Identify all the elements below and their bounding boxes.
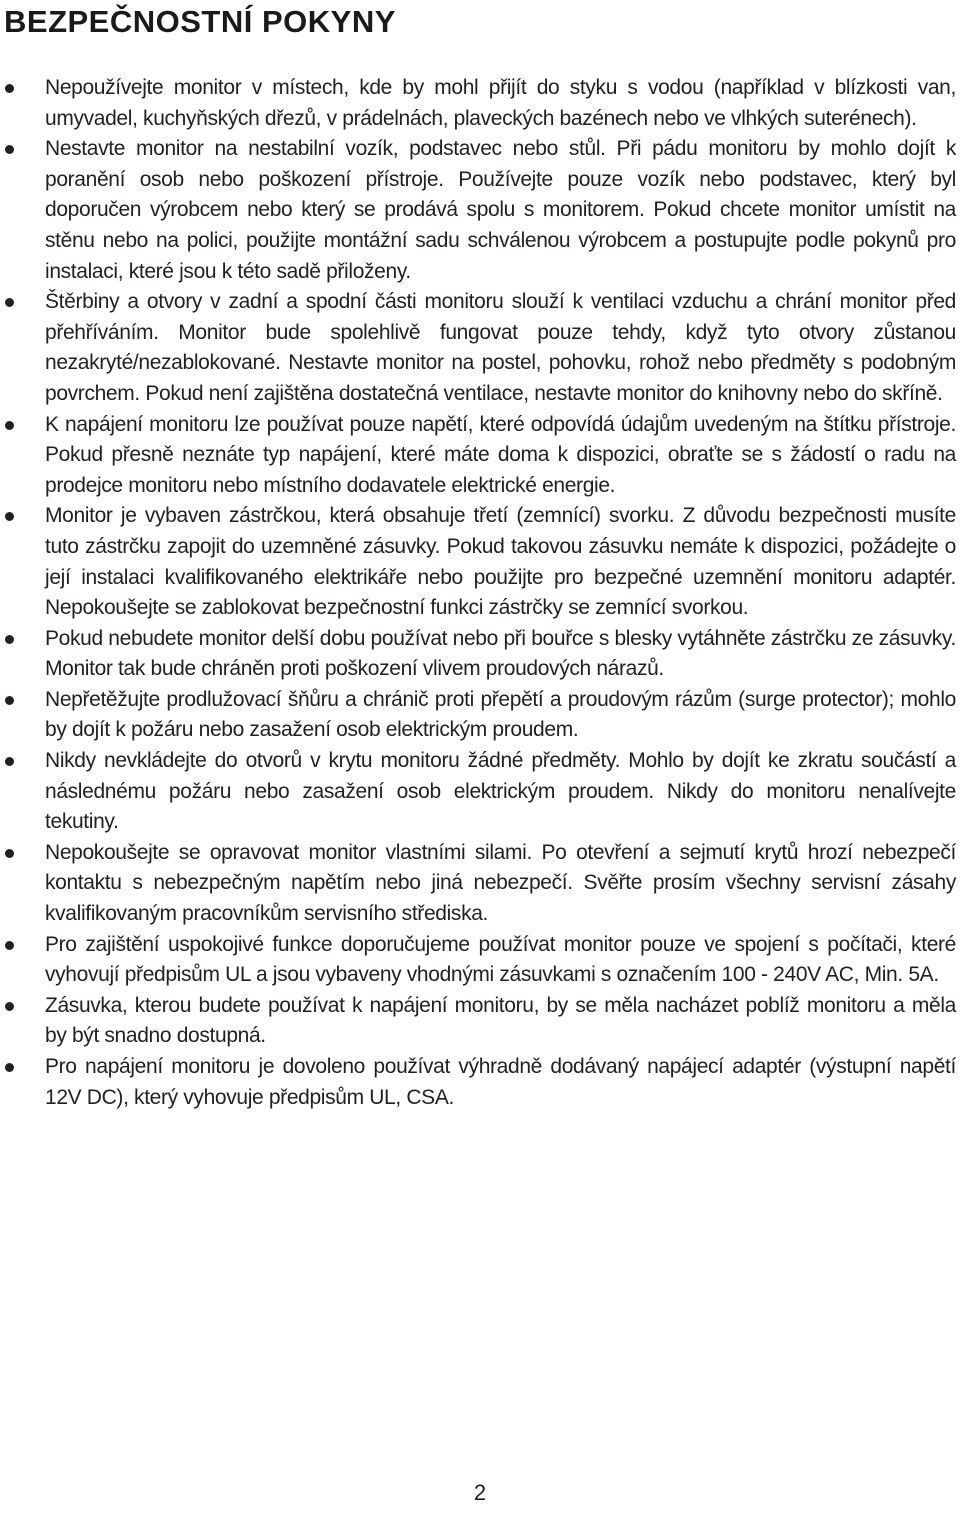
- list-item-text: Nepokoušejte se opravovat monitor vlastními silami. Po otevření a sejmutí krytů hrozí nebezpečí kontaktu s nebezpečným napětím nebo jiná nebezpečí. Svěřte prosím všechny servisní zásahy kvalifikovaným pracovníkům servisního střediska.: [45, 840, 956, 926]
- list-item: [0, 410, 960, 502]
- safety-instructions-list: [0, 73, 960, 1113]
- list-item-text: Nikdy nevkládejte do otvorů v krytu monitoru žádné předměty. Mohlo by dojít ke zkratu součástí a následnému požáru nebo zasažení osob elektrickým proudem. Nikdy do monitoru nenalívejte tekutiny.: [45, 749, 956, 834]
- bullet-icon: [5, 1063, 14, 1072]
- list-item-text: Zásuvka, kterou budete používat k napájení monitoru, by se měla nacházet poblíž monitoru a měla by být snadno dostupná.: [45, 993, 956, 1048]
- list-item-text: Štěrbiny a otvory v zadní a spodní části monitoru slouží k ventilaci vzduchu a chrání monitor před přehříváním. Monitor bude spolehlivě fungovat pouze tehdy, když tyto otvory zůstanou nezakryté/nezablokované. Nestavte monitor na postel, pohovku, rohož nebo předměty s podobným povrchem. Pokud není zajištěna dostatečná ventilace, nestavte monitor do knihovny nebo do skříně.: [45, 290, 956, 405]
- bullet-icon: [5, 512, 14, 521]
- list-item-text: Pokud nebudete monitor delší dobu používat nebo při bouřce s blesky vytáhněte zástrčku ze zásuvky. Monitor tak bude chráněn proti poškození vlivem proudových nárazů.: [45, 626, 956, 681]
- list-item-text: Nestavte monitor na nestabilní vozík, podstavec nebo stůl. Při pádu monitoru by mohlo dojít k poranění osob nebo poškození přístroje. Používejte pouze vozík nebo podstavec, který byl doporučen výrobcem nebo který se prodává spolu s monitorem. Pokud chcete monitor umístit na stěnu nebo na polici, použijte montážní sadu schválenou výrobcem a postupujte podle pokynů pro instalaci, které jsou k této sadě přiloženy.: [45, 137, 956, 283]
- list-item-text: K napájení monitoru lze používat pouze napětí, které odpovídá údajům uvedeným na štítku přístroje. Pokud přesně neznáte typ napájení, které máte doma k dispozici, obraťte se s žádostí o radu na prodejce monitoru nebo místního dodavatele elektrické energie.: [45, 412, 956, 497]
- list-item: [0, 746, 960, 838]
- list-item-text: Nepřetěžujte prodlužovací šňůru a chránič proti přepětí a proudovým rázům (surge protector); mohlo by dojít k požáru nebo zasažení osob elektrickým proudem.: [45, 687, 956, 742]
- list-item-text: Pro zajištění uspokojivé funkce doporučujeme používat monitor pouze ve spojení s počítači, které vyhovují předpisům UL a jsou vybaveny vhodnými zásuvkami s označením 100 - 240V AC, Min. 5A.: [45, 932, 956, 987]
- list-item: [0, 991, 960, 1052]
- bullet-icon: [5, 298, 14, 307]
- list-item: [0, 134, 960, 287]
- list-item: [0, 930, 960, 991]
- bullet-icon: [5, 635, 14, 644]
- list-item: [0, 287, 960, 409]
- list-item: [0, 685, 960, 746]
- bullet-icon: [5, 849, 14, 858]
- bullet-icon: [5, 1002, 14, 1011]
- bullet-icon: [5, 696, 14, 705]
- list-item: [0, 1052, 960, 1113]
- list-item: [0, 501, 960, 623]
- page-number: 2: [473, 1480, 487, 1505]
- list-item-text: Monitor je vybaven zástrčkou, která obsahuje třetí (zemnící) svorku. Z důvodu bezpečnosti musíte tuto zástrčku zapojit do uzemněné zásuvky. Pokud takovou zásuvku nemáte k dispozici, požádejte o její instalaci kvalifikovaného elektrikáře nebo použijte pro bezpečné uzemnění monitoru adaptér. Nepokoušejte se zablokovat bezpečnostní funkci zástrčky se zemnící svorkou.: [45, 504, 956, 620]
- list-item-text: Pro napájení monitoru je dovoleno používat výhradně dodávaný napájecí adaptér (výstupní napětí 12V DC), který vyhovuje předpisům UL, CSA.: [45, 1055, 956, 1109]
- list-item: [0, 73, 960, 134]
- list-item-text: Nepoužívejte monitor v místech, kde by mohl přijít do styku s vodou (například v blízkosti van, umyvadel, kuchyňských dřezů, v prádelnách, plaveckých bazénech nebo ve vlhkých suterénech).: [45, 76, 956, 130]
- list-item: [0, 624, 960, 685]
- bullet-icon: [5, 757, 14, 766]
- bullet-icon: [5, 145, 14, 154]
- bullet-icon: [5, 941, 14, 950]
- bullet-icon: [5, 84, 14, 93]
- bullet-icon: [5, 421, 14, 430]
- list-item: [0, 838, 960, 930]
- page-title: BEZPEČNOSTNÍ POKYNY: [4, 4, 396, 39]
